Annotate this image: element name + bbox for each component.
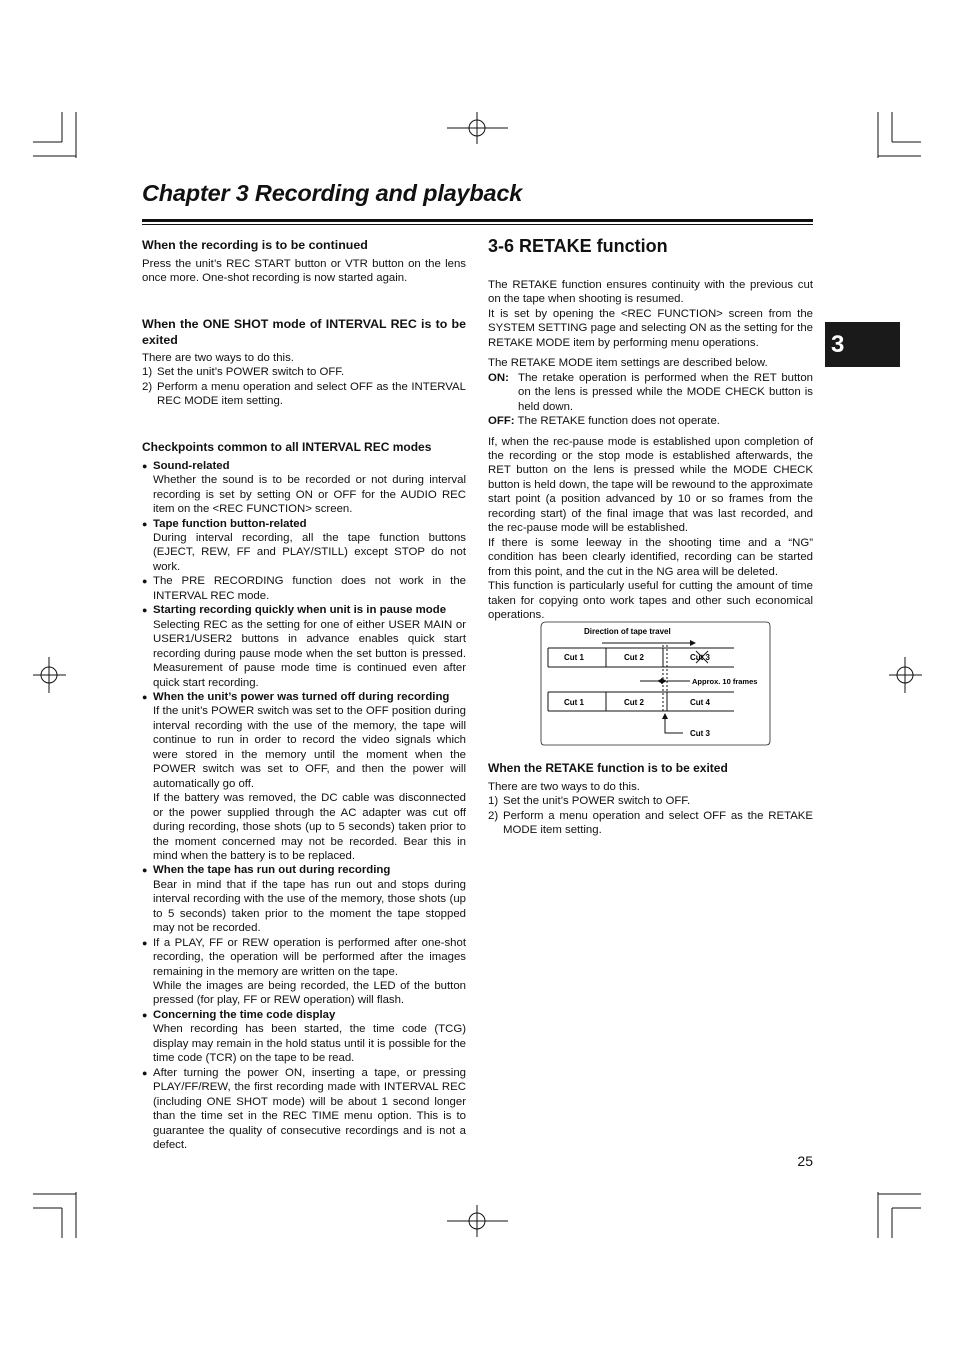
list-item	[142, 459, 466, 517]
bullet-icon: ●	[142, 865, 148, 876]
bullet-icon: ●	[142, 605, 148, 616]
list-item	[488, 794, 813, 808]
direction-label: Direction of tape travel	[584, 627, 671, 636]
row1-cut1: Cut 1	[564, 653, 584, 662]
exit-retake-intro: There are two ways to do this.	[488, 781, 640, 793]
exit-retake-steps	[488, 794, 813, 837]
bullet-icon: ●	[142, 1067, 148, 1078]
new-cut3-label: Cut 3	[690, 729, 710, 738]
continued-body: Press the unit’s REC START button or VTR button on the lens once more. One-shot recording is now started again.	[142, 258, 466, 285]
checkpoint-title: Starting recording quickly when unit is in pause mode	[153, 604, 447, 617]
checkpoint-title: Concerning the time code display	[153, 1008, 336, 1021]
checkpoint-text: If a PLAY, FF or REW operation is performed after one-shot recording, the operation will be performed after the images remaining in the memory are written on the tape.	[153, 936, 466, 978]
continued-heading: When the recording is to be continued	[142, 238, 368, 252]
right-column	[488, 234, 813, 622]
checkpoint-text: After turning the power ON, inserting a tape, or pressing PLAY/FF/REW, the first recording made with INTERVAL REC (including ONE SHOT mode) will be about 1 second longer than the time set in the REC TIME menu option. This is to guarantee the quality of consecutive recordings and is not a defect.	[153, 1066, 466, 1152]
bullet-icon: ●	[142, 937, 148, 948]
step-text: Perform a menu operation and select OFF as the RETAKE MODE item setting.	[503, 809, 813, 837]
checkpoint-text: If the unit’s POWER switch was set to the OFF position during interval recording with the use of the memory, the tape will continue to run in order to record the video signals which were stored in the memory until the moment when the POWER switch was set to OFF, and then the power will automatically go off.	[153, 705, 466, 790]
chapter-tab	[825, 322, 900, 367]
checkpoint-title: When the tape has run out during recording	[153, 864, 391, 877]
setting-desc: The retake operation is performed when the RET button on the lens is pressed while the MODE CHECK button is held down.	[518, 371, 813, 413]
continued-section	[142, 237, 466, 286]
bullet-icon: ●	[142, 518, 148, 529]
exit-one-shot-heading: When the ONE SHOT mode of INTERVAL REC is to be exited	[142, 316, 466, 347]
checkpoint-text: During interval recording, all the tape function buttons (EJECT, REW, FF and PLAY/STILL) except STOP do not work.	[153, 531, 466, 573]
list-item	[142, 936, 466, 1008]
approx-frames-label: Approx. 10 frames	[692, 677, 758, 686]
checkpoint-text: When recording has been started, the time code (TCG) display may remain in the hold status until it is possible for the time code (TCR) on the tape to be read.	[153, 1023, 466, 1065]
list-item	[142, 380, 466, 409]
step-number: 1)	[488, 795, 499, 808]
page-number: 25	[797, 1153, 813, 1169]
step-text: Perform a menu operation and select OFF as the INTERVAL REC MODE item setting.	[157, 380, 466, 408]
heading-rule-thin	[142, 224, 813, 225]
row1-cut2: Cut 2	[624, 653, 644, 662]
left-column	[142, 237, 466, 1152]
checkpoint-title: Tape function button-related	[153, 517, 307, 530]
exit-retake-section	[488, 760, 813, 838]
list-item	[142, 863, 466, 935]
settings-intro: The RETAKE MODE item settings are described below.	[488, 357, 768, 370]
step-text: Set the unit’s POWER switch to OFF.	[157, 366, 345, 379]
setting-term: OFF:	[488, 415, 515, 428]
list-item	[142, 1066, 466, 1153]
setting-desc: The RETAKE function does not operate.	[517, 415, 720, 428]
list-item	[142, 365, 466, 379]
checkpoint-text: The PRE RECORDING function does not work in the INTERVAL REC mode.	[153, 575, 466, 602]
list-item	[142, 574, 466, 603]
step-number: 2)	[488, 809, 499, 822]
row2-cut1: Cut 1	[564, 698, 584, 707]
chapter-heading: Chapter 3 Recording and playback	[142, 180, 523, 206]
checkpoint-title: Sound-related	[153, 459, 230, 472]
checkpoint-text: Selecting REC as the setting for one of either USER MAIN or USER1/USER2 buttons in advance enables quick start recording during pause mode when the set button is pressed. Measurement of pause mode time is continued even after quick start recording.	[153, 618, 466, 689]
checkpoints-section	[142, 439, 466, 1153]
heading-rule-thick	[142, 219, 813, 222]
retake-intro: It is set by opening the <REC FUNCTION> screen from the SYSTEM SETTING page and selecting ON as the setting for the RETAKE MODE item by performing menu operations.	[488, 307, 813, 349]
step-text: Set the unit’s POWER switch to OFF.	[503, 795, 691, 808]
step-number: 1)	[142, 366, 153, 379]
retake-body: This function is particularly useful for cutting the amount of time taken for copying onto work tapes and other such economical operations.	[488, 580, 813, 621]
setting-off	[488, 414, 813, 428]
bullet-icon: ●	[142, 691, 148, 702]
checkpoints-heading: Checkpoints common to all INTERVAL REC modes	[142, 439, 432, 454]
list-item	[142, 1008, 466, 1066]
row2-cut2: Cut 2	[624, 698, 644, 707]
checkpoint-text: Whether the sound is to be recorded or not during interval recording is set by setting ON or OFF for the AUDIO REC item on the <REC FUNCTION> screen.	[153, 474, 466, 516]
row2-cut4: Cut 4	[690, 698, 710, 707]
checkpoint-text: While the images are being recorded, the LED of the button pressed (for play, FF or REW operation) will flash.	[153, 980, 466, 1007]
setting-on	[488, 371, 813, 414]
tape-travel-diagram	[540, 621, 771, 746]
setting-term: ON:	[488, 371, 509, 384]
list-item	[142, 603, 466, 690]
retake-body: If, when the rec-pause mode is established upon completion of the recording or the stop mode is established afterwards, the RET button on the lens is pressed while the MODE CHECK button is held down, the tape will be rewound to the approximate start point (a position advanced by 10 or so frames from the recording start) of the final image that was last recorded, and the rec-pause mode will be established.	[488, 435, 813, 535]
row1-cut3: Cut 3	[690, 653, 710, 662]
retake-body: If there is some leeway in the shooting time and a “NG” condition has been clearly identified, recording can be started from this point, and the cut in the NG area will be deleted.	[488, 536, 813, 578]
step-number: 2)	[142, 380, 153, 393]
exit-one-shot-section	[142, 316, 466, 409]
list-item	[142, 690, 466, 863]
checkpoint-text: If the battery was removed, the DC cable was disconnected or the power supplied through the AC adapter was cut off during recording, those shots (up to 5 seconds) taken prior to the moment concerned may not be recorded. Bear this in mind when the battery is to be replaced.	[153, 792, 466, 862]
list-item	[142, 517, 466, 575]
exit-one-shot-intro: There are two ways to do this.	[142, 351, 294, 364]
exit-one-shot-steps	[142, 365, 466, 408]
retake-intro: The RETAKE function ensures continuity with the previous cut on the tape when shooting is resumed.	[488, 279, 813, 306]
checkpoint-title: When the unit’s power was turned off during recording	[153, 690, 450, 703]
chapter-tab-number: 3	[831, 330, 845, 358]
checkpoints-list	[142, 459, 466, 1153]
section-title: 3-6 RETAKE function	[488, 236, 668, 256]
checkpoint-text: Bear in mind that if the tape has run out and stops during interval recording with the use of the memory, those shots (up to 5 seconds) taken prior to the moment the tape stopped may not be recorded.	[153, 878, 466, 935]
bullet-icon: ●	[142, 460, 148, 471]
bullet-icon: ●	[142, 576, 148, 587]
bullet-icon: ●	[142, 1009, 148, 1020]
list-item	[488, 809, 813, 838]
exit-retake-heading: When the RETAKE function is to be exited	[488, 761, 728, 775]
